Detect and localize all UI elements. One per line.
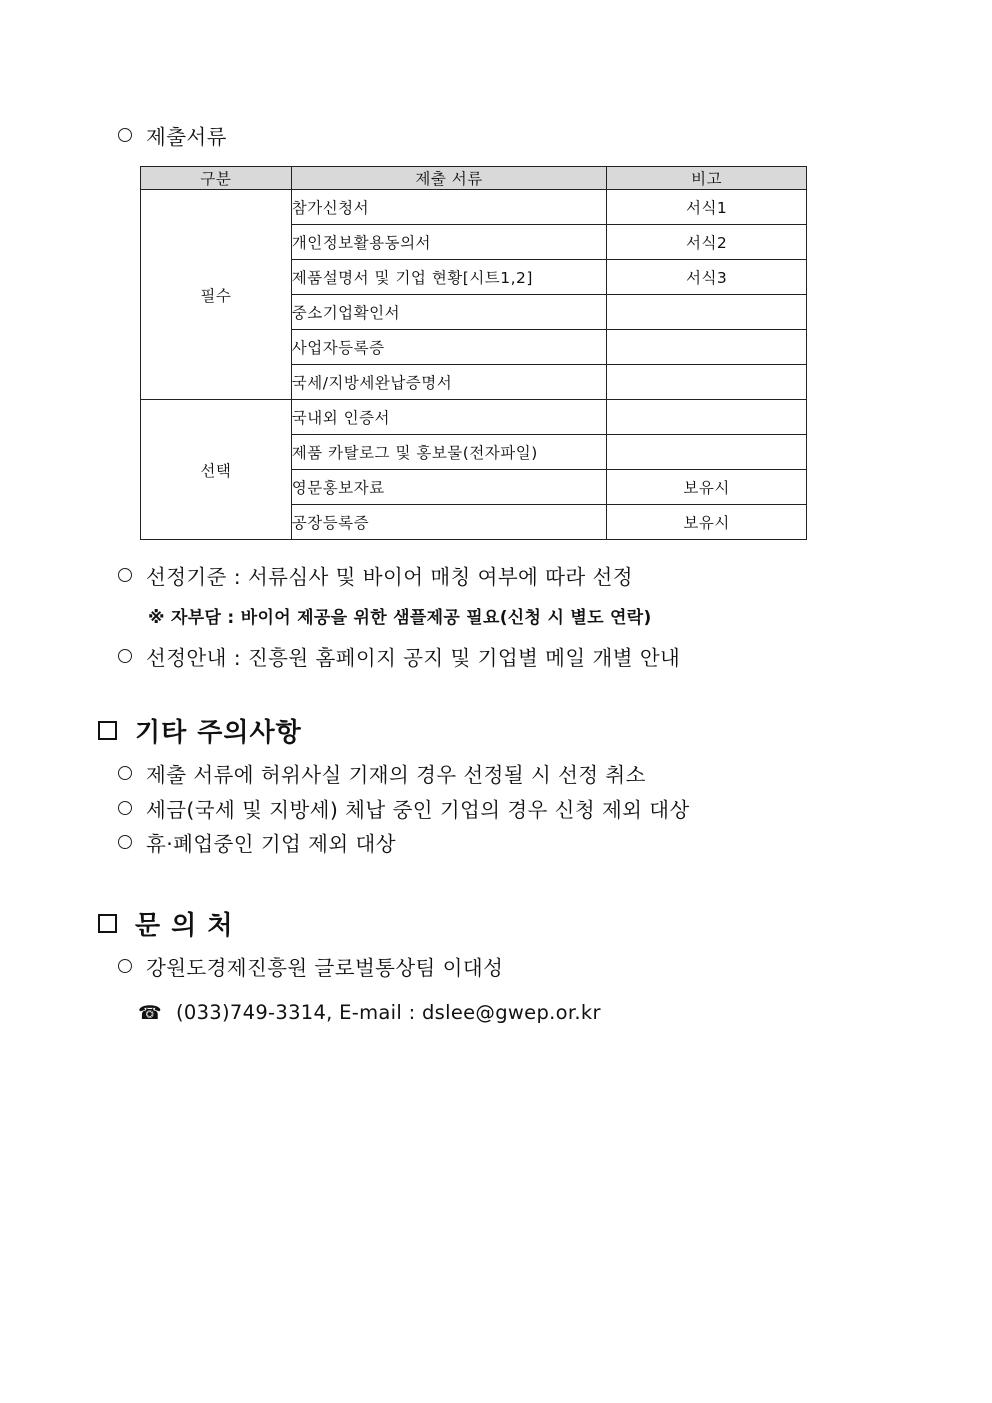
square-bullet-icon [98, 914, 117, 933]
category-required: 필수 [141, 190, 292, 400]
selection-guide-text: 선정안내 : 진흥원 홈페이지 공지 및 기업별 메일 개별 안내 [146, 646, 681, 670]
cautions-heading [98, 712, 302, 749]
circle-bullet-icon [118, 801, 132, 815]
circle-bullet-icon [118, 835, 132, 849]
contact-line [138, 1001, 601, 1024]
documents-table [140, 166, 807, 540]
caution-text: 휴·폐업중인 기업 제외 대상 [146, 832, 396, 856]
doc-cell: 중소기업확인서 [291, 295, 607, 330]
note-cell: 서식2 [607, 225, 807, 260]
doc-cell: 공장등록증 [291, 505, 607, 540]
doc-cell: 참가신청서 [291, 190, 607, 225]
table-header-row [141, 167, 807, 190]
note-cell: 보유시 [607, 505, 807, 540]
doc-cell: 영문홍보자료 [291, 470, 607, 505]
selection-criteria [118, 560, 633, 590]
note-cell [607, 365, 807, 400]
phone-icon: ☎ [138, 1002, 162, 1024]
table-header-note: 비고 [607, 167, 807, 190]
self-pay-note: ※ 자부담 : 바이어 제공을 위한 샘플제공 필요(신청 시 별도 연락) [148, 608, 652, 628]
note-cell: 서식3 [607, 260, 807, 295]
square-bullet-icon [98, 721, 117, 740]
note-cell [607, 400, 807, 435]
doc-cell: 사업자등록증 [291, 330, 607, 365]
selection-criteria-text: 선정기준 : 서류심사 및 바이어 매칭 여부에 따라 선정 [146, 565, 633, 589]
circle-bullet-icon [118, 959, 132, 973]
submission-heading [118, 120, 227, 150]
note-cell [607, 435, 807, 470]
table-header-documents: 제출 서류 [291, 167, 607, 190]
caution-text: 제출 서류에 허위사실 기재의 경우 선정될 시 선정 취소 [146, 763, 646, 787]
circle-bullet-icon [118, 649, 132, 663]
note-cell: 서식1 [607, 190, 807, 225]
doc-cell: 제품 카탈로그 및 홍보물(전자파일) [291, 435, 607, 470]
doc-cell: 국세/지방세완납증명서 [291, 365, 607, 400]
note-cell [607, 295, 807, 330]
contact-text[interactable]: (033)749-3314, E-mail : dslee@gwep.or.kr [175, 1001, 601, 1024]
doc-cell: 개인정보활용동의서 [291, 225, 607, 260]
note-cell [607, 330, 807, 365]
table-header-category: 구분 [141, 167, 292, 190]
note-cell: 보유시 [607, 470, 807, 505]
inquiry-heading [98, 905, 233, 942]
cautions-heading-text: 기타 주의사항 [135, 718, 302, 748]
inquiry-org-text: 강원도경제진흥원 글로벌통상팀 이대성 [146, 956, 504, 980]
list-item [118, 793, 690, 823]
list-item [118, 758, 646, 788]
table-row [141, 190, 807, 225]
inquiry-org [118, 951, 503, 981]
doc-cell: 제품설명서 및 기업 현황[시트1,2] [291, 260, 607, 295]
submission-heading-text: 제출서류 [146, 125, 227, 149]
doc-cell: 국내외 인증서 [291, 400, 607, 435]
circle-bullet-icon [118, 766, 132, 780]
table-row [141, 400, 807, 435]
caution-text: 세금(국세 및 지방세) 체납 중인 기업의 경우 신청 제외 대상 [146, 798, 690, 822]
category-optional: 선택 [141, 400, 292, 540]
circle-bullet-icon [118, 568, 132, 582]
circle-bullet-icon [118, 128, 132, 142]
selection-guide [118, 641, 680, 671]
list-item [118, 827, 396, 857]
inquiry-heading-text: 문 의 처 [135, 911, 234, 941]
